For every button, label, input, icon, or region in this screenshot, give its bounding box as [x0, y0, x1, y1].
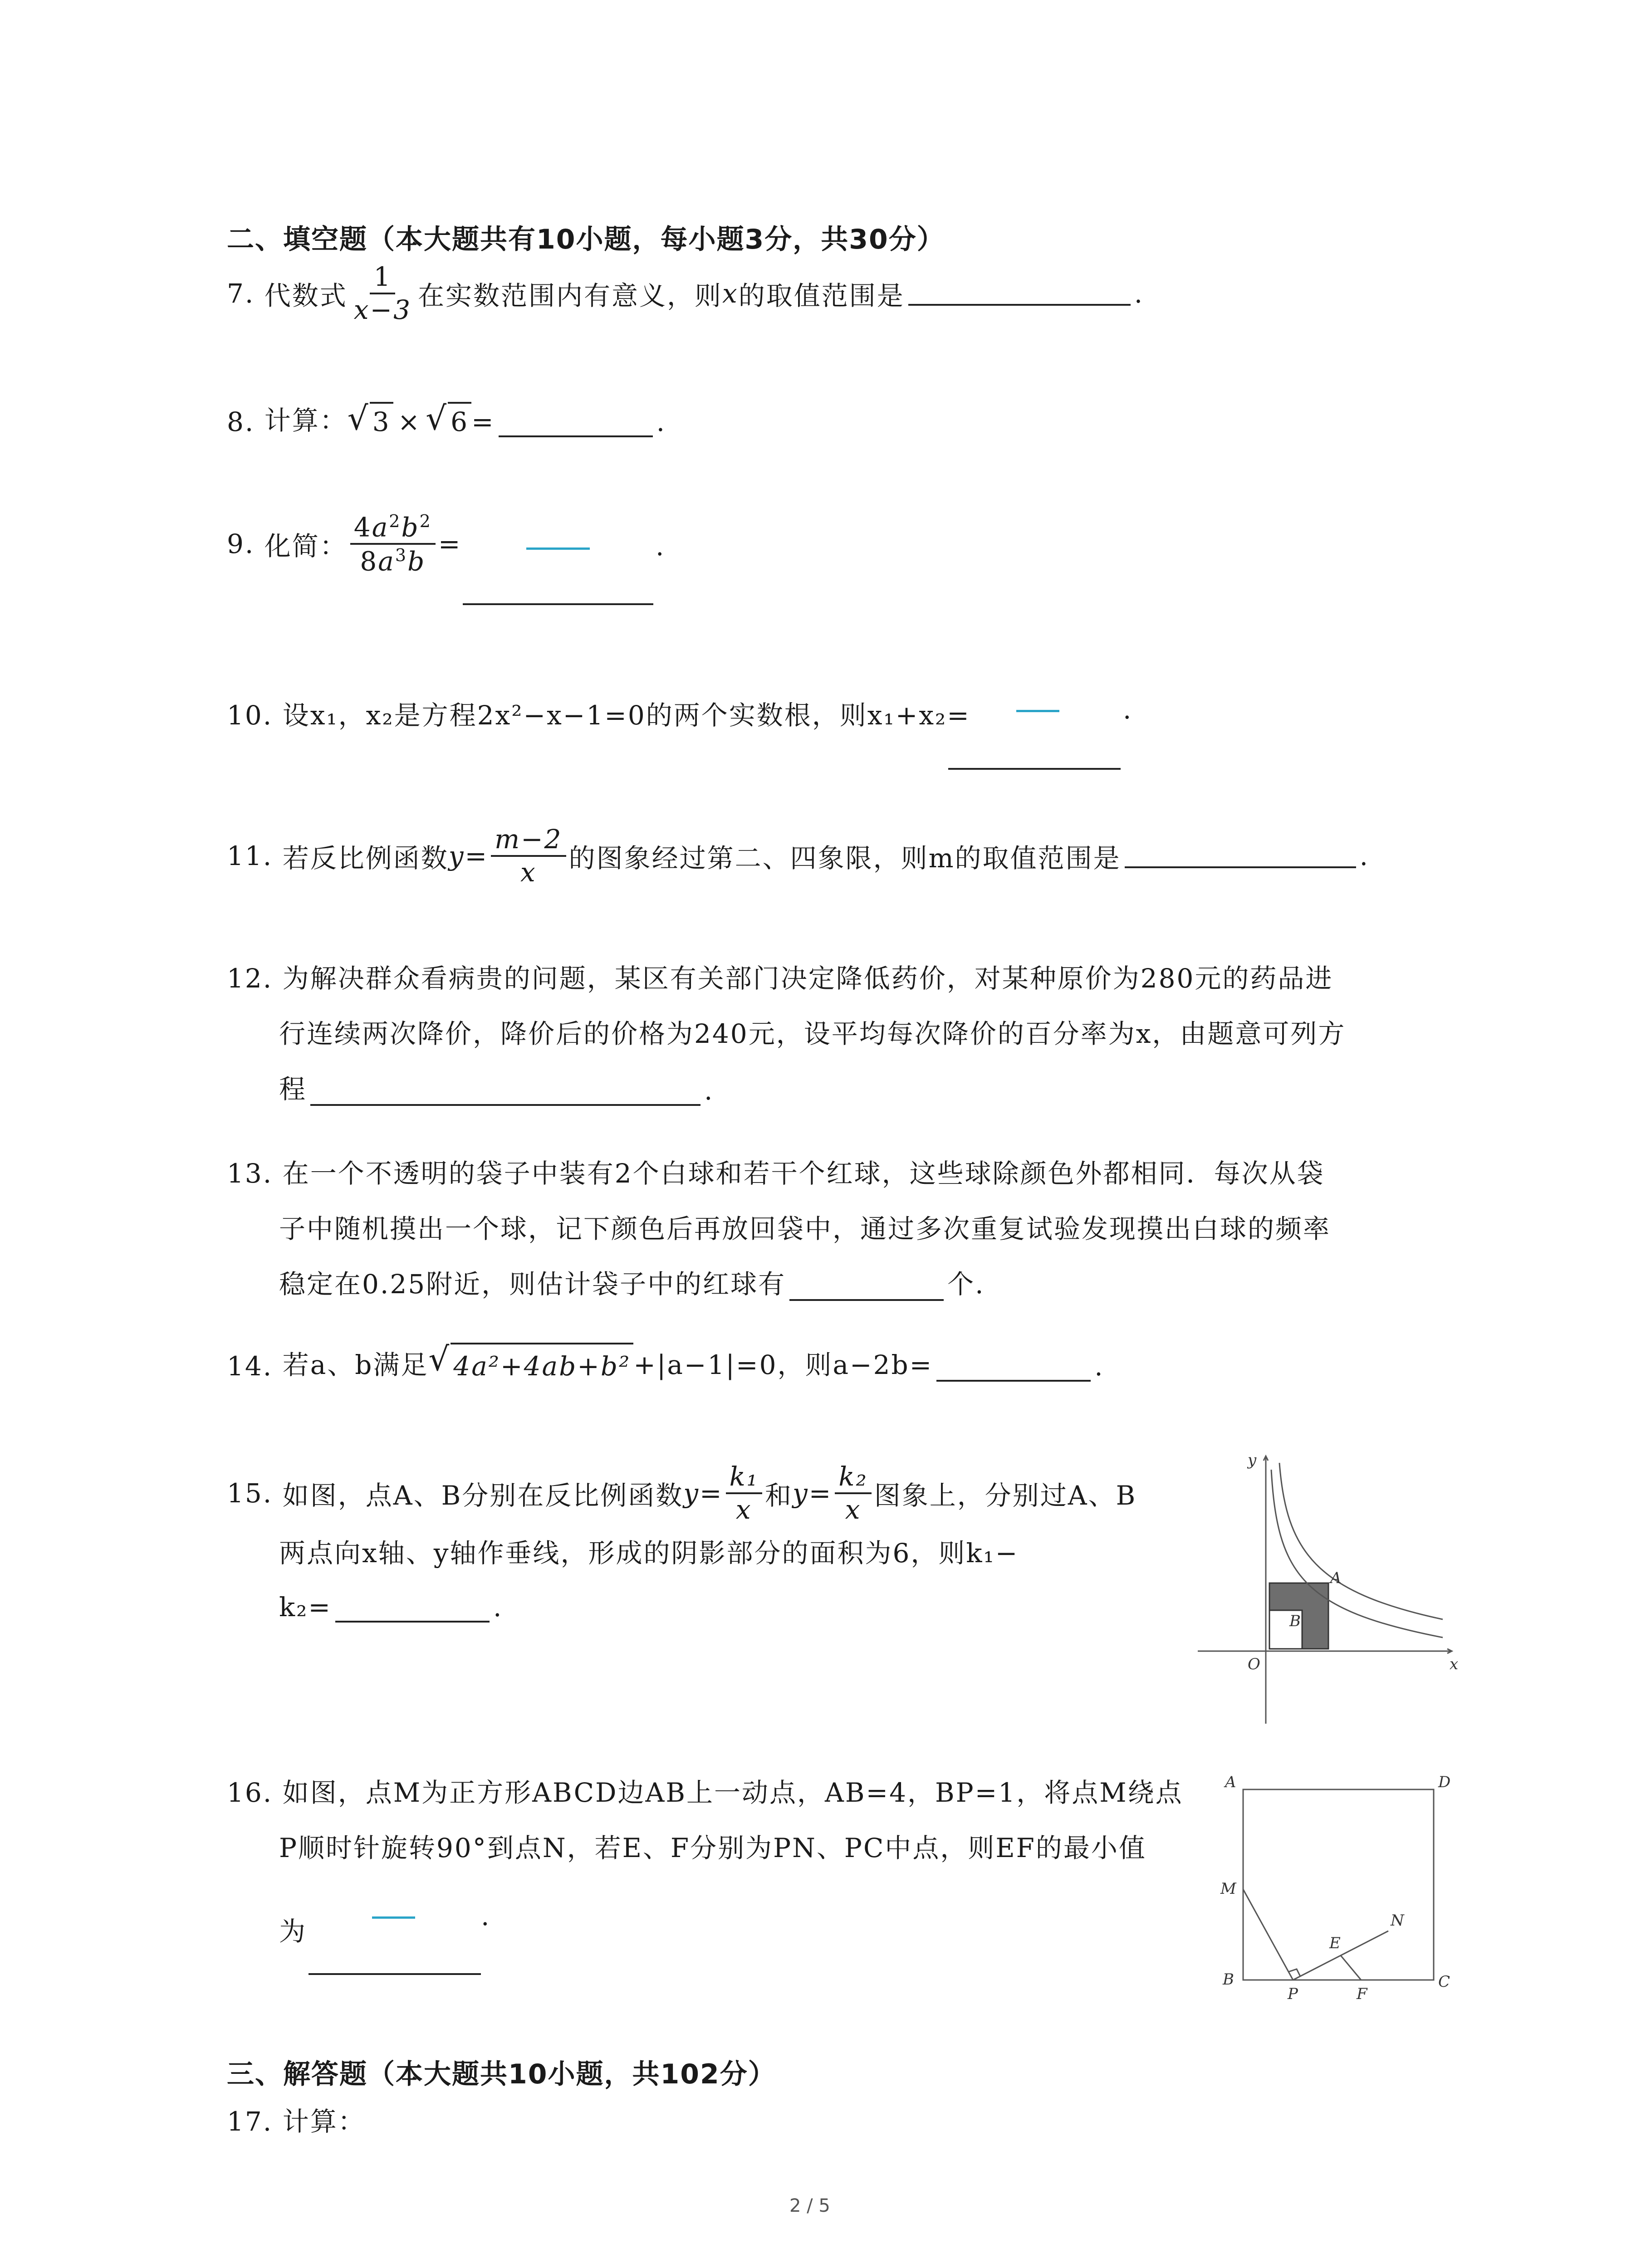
times-sign: ×	[397, 406, 421, 437]
answer-placeholder-mark	[526, 547, 590, 550]
axis-label-x: x	[1450, 1655, 1459, 1673]
question-9	[227, 513, 461, 575]
fraction-denominator: x	[845, 1494, 862, 1525]
section-2-heading: 二、填空题（本大题共有10小题，每小题3分，共30分）	[227, 224, 945, 255]
question-text: 的图象经过第二、四象限，则m的取值范围是	[568, 842, 1121, 874]
question-number: 8.	[227, 406, 255, 437]
question-text: k₂=	[279, 1591, 332, 1623]
question-text: +|a−1|=0，则a−2b=	[633, 1349, 933, 1380]
answer-blank[interactable]	[789, 1276, 944, 1301]
hyperbola-figure	[1189, 1447, 1461, 1728]
question-text: 代数式	[264, 280, 348, 311]
question-12	[227, 957, 1346, 1106]
fraction-denominator: x	[520, 856, 537, 888]
square-root: √ 6	[426, 402, 471, 437]
point-label-a: A	[1330, 1569, 1342, 1587]
question-text: 如图，点M为正方形ABCD边AB上一动点，AB=4，BP=1，将点M绕点	[282, 1777, 1183, 1808]
question-text: 若a、b满足	[282, 1349, 429, 1380]
period: .	[1123, 694, 1133, 725]
segment-mp	[1243, 1889, 1293, 1980]
square-figure	[1207, 1767, 1461, 2007]
question-number: 12.	[227, 963, 273, 994]
question-text: 设x₁，x₂是方程2x²−x−1=0的两个实数根，则x₁+x₂=	[282, 700, 970, 731]
equals-sign: =	[438, 528, 462, 560]
function-label: y=	[793, 1477, 833, 1509]
period: .	[656, 406, 666, 437]
answer-blank[interactable]	[335, 1598, 490, 1623]
shaded-region	[1302, 1583, 1328, 1649]
answer-blank[interactable]	[948, 768, 1121, 770]
question-number: 15.	[227, 1477, 273, 1509]
question-text: 两点向x轴、y轴作垂线，形成的阴影部分的面积为6，则k₁−	[279, 1537, 1019, 1569]
question-10	[227, 694, 970, 732]
period: .	[493, 1591, 503, 1623]
question-text: P顺时针旋转90°到点N，若E、F分别为PN、PC中点，则EF的最小值	[279, 1833, 1146, 1863]
question-text: 计算：	[264, 405, 348, 436]
answer-blank[interactable]	[499, 413, 653, 437]
radicand: 6	[448, 402, 471, 437]
question-14	[227, 1340, 1104, 1382]
point-label-b: B	[1223, 1970, 1234, 1989]
point-label-m: M	[1220, 1880, 1236, 1898]
question-number: 7.	[227, 278, 255, 309]
fraction-numerator: m−2	[491, 826, 566, 857]
fraction-numerator: k₂	[835, 1463, 871, 1494]
answer-blank[interactable]	[936, 1357, 1091, 1382]
answer-placeholder-mark	[1016, 710, 1059, 712]
question-text: 如图，点A、B分别在反比例函数	[282, 1480, 684, 1511]
point-label-p: P	[1288, 1985, 1298, 2003]
axis-label-y: y	[1248, 1451, 1257, 1469]
question-text: 在一个不透明的袋子中装有2个白球和若干个红球，这些球除颜色外都相同．每次从袋	[282, 1158, 1325, 1189]
question-text: 计算：	[282, 2106, 366, 2137]
fraction-denominator: x	[735, 1494, 752, 1525]
question-number: 17.	[227, 2106, 273, 2137]
fraction	[350, 263, 415, 324]
function-label: y=	[448, 840, 489, 871]
question-text: 子中随机摸出一个球，记下颜色后再放回袋中，通过多次重复试验发现摸出白球的频率	[279, 1213, 1331, 1244]
period: .	[656, 531, 666, 562]
question-15	[227, 1463, 1136, 1623]
question-11	[227, 826, 1369, 886]
question-text: 程	[279, 1074, 307, 1105]
function-label: y=	[683, 1477, 723, 1509]
answer-blank[interactable]	[310, 1081, 700, 1106]
question-text: 的取值范围是	[738, 280, 905, 311]
question-17	[227, 2100, 366, 2138]
fraction-numerator: k₁	[726, 1463, 762, 1494]
fraction	[835, 1463, 871, 1524]
page-number: 2 / 5	[789, 2195, 830, 2216]
square-root: √ 3	[348, 402, 393, 437]
fraction-numerator: 1	[370, 263, 395, 294]
question-text: 为	[279, 1916, 307, 1947]
question-text: 图象上，分别过A、B	[874, 1480, 1137, 1511]
period: .	[1134, 278, 1144, 309]
question-7	[227, 263, 1144, 324]
point-label-b: B	[1289, 1612, 1301, 1630]
question-16	[227, 1771, 1183, 1948]
question-text: 为解决群众看病贵的问题，某区有关部门决定降低药价，对某种原价为280元的药品进	[282, 963, 1333, 994]
question-number: 14.	[227, 1351, 273, 1382]
period: .	[1359, 840, 1370, 871]
question-text: 化简：	[264, 531, 348, 562]
question-number: 13.	[227, 1158, 273, 1189]
answer-blank[interactable]	[908, 281, 1131, 306]
answer-blank[interactable]	[309, 1973, 481, 1975]
question-text: 和	[764, 1480, 793, 1511]
question-text: 在实数范围内有意义，则	[418, 280, 723, 311]
answer-placeholder-mark	[372, 1916, 415, 1919]
variable: x	[722, 278, 739, 309]
point-label-e: E	[1329, 1934, 1341, 1952]
square-root: √ 4a²+4ab+b²	[428, 1343, 633, 1382]
question-text: 若反比例函数	[282, 842, 449, 874]
period: .	[1094, 1351, 1104, 1382]
question-text: 个.	[947, 1269, 985, 1300]
fraction	[726, 1463, 762, 1524]
fraction	[491, 826, 566, 886]
question-text: 行连续两次降价，降价后的价格为240元，设平均每次降价的百分率为x，由题意可列方	[279, 1018, 1346, 1049]
point-label-d: D	[1438, 1773, 1451, 1791]
question-8	[227, 399, 666, 437]
question-number: 16.	[227, 1777, 273, 1808]
question-number: 10.	[227, 700, 273, 731]
question-number: 9.	[227, 528, 255, 560]
question-text: 稳定在0.25附近，则估计袋子中的红球有	[279, 1269, 786, 1300]
point-label-a: A	[1225, 1773, 1236, 1791]
answer-blank[interactable]	[1125, 844, 1356, 868]
fraction: $\frac{4a^2b^2}{8a^3b}$	[350, 513, 436, 575]
radicand: 3	[370, 402, 393, 437]
equals-sign: =	[471, 406, 495, 437]
point-label-n: N	[1391, 1911, 1404, 1930]
answer-blank[interactable]	[463, 603, 653, 605]
segment-ef	[1341, 1955, 1361, 1980]
period: .	[481, 1901, 491, 1931]
question-13	[227, 1152, 1331, 1301]
section-3-heading: 三、解答题（本大题共10小题，共102分）	[227, 2058, 776, 2090]
point-label-f: F	[1357, 1985, 1367, 2003]
question-number: 11.	[227, 840, 273, 871]
point-label-c: C	[1438, 1973, 1450, 1991]
origin-label: O	[1248, 1655, 1260, 1673]
period: .	[704, 1075, 714, 1106]
radicand: 4a²+4ab+b²	[451, 1343, 633, 1382]
fraction-denominator: x−3	[353, 294, 412, 325]
